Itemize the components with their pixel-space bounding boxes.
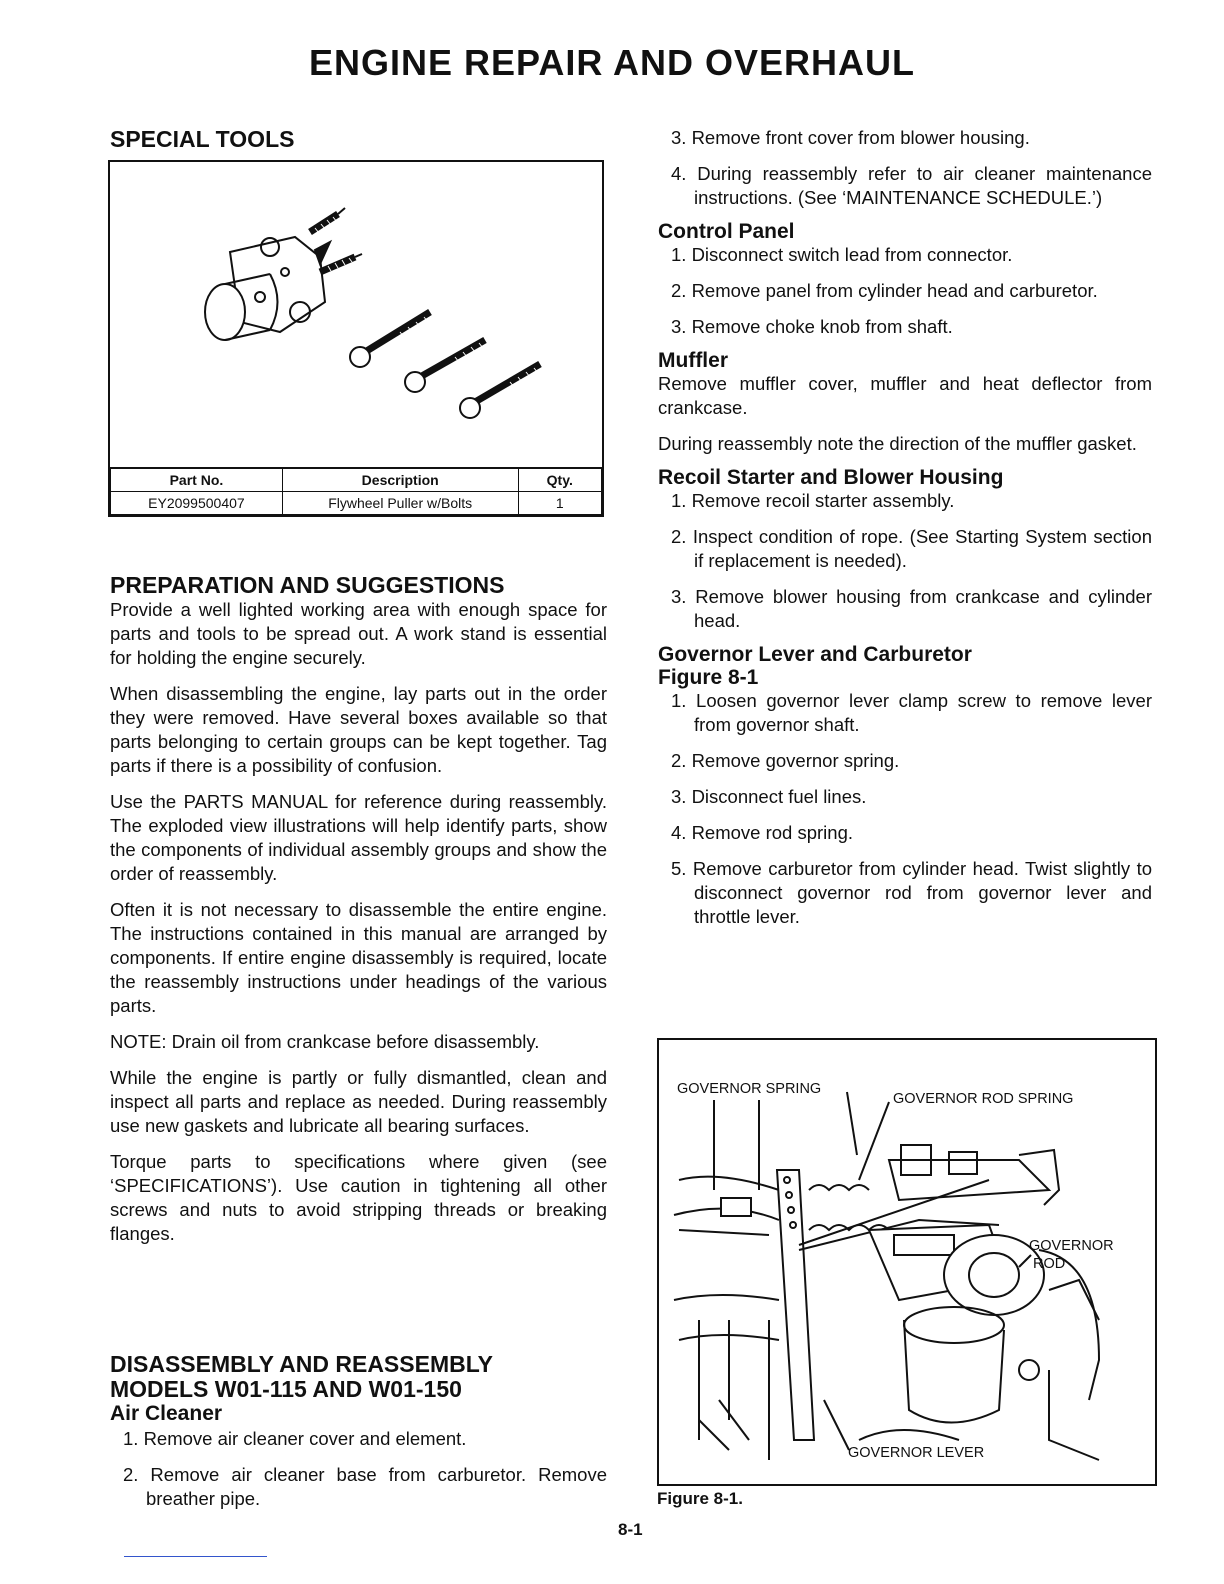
preparation-paragraph-2: When disassembling the engine, lay parts out in the order they were removed. Have several boxes available so that parts belonging to certain groups can be kept together. Tag parts if there is a possibility of confusion. <box>110 683 607 776</box>
special-tools-table <box>110 467 602 515</box>
preparation-section <box>110 573 607 1246</box>
label-governor-spring: GOVERNOR SPRING <box>677 1081 822 1097</box>
governor-heading: Governor Lever and Carburetor <box>658 643 972 666</box>
column-header-description: Description <box>282 468 518 492</box>
recoil-heading: Recoil Starter and Blower Housing <box>658 466 1004 489</box>
disassembly-section <box>110 1352 607 1511</box>
preparation-paragraph-6: Torque parts to specifications where given (see ‘SPECIFICATIONS’). Use caution in tightening all other screws and nuts to avoid stripping threads or breaking flanges. <box>110 1151 607 1244</box>
models-heading: MODELS W01-115 AND W01-150 <box>110 1376 462 1402</box>
air-cleaner-step-3: 3. Remove front cover from blower housing. <box>671 127 1030 148</box>
figure-8-1 <box>657 1038 1157 1486</box>
air-cleaner-step-4: 4. During reassembly refer to air cleaner maintenance instructions. (See ‘MAINTENANCE SCHEDULE.’) <box>671 163 1152 208</box>
figure-caption: Figure 8-1. <box>657 1489 743 1508</box>
air-cleaner-heading: Air Cleaner <box>110 1402 223 1425</box>
cell-part-no: EY2099500407 <box>111 492 283 515</box>
preparation-paragraph-4: Often it is not necessary to disassemble the entire engine. The instructions contained in this manual are arranged by components. If entire engine disassembly is required, locate the reassembly instructions under headings of the various parts. <box>110 899 607 1016</box>
special-tools-heading: SPECIAL TOOLS <box>110 126 295 152</box>
governor-step-3: 3. Disconnect fuel lines. <box>671 786 867 807</box>
preparation-paragraph-5: While the engine is partly or fully dismantled, clean and inspect all parts and replace as needed. During reassembly use new gaskets and lubricate all bearing surfaces. <box>110 1067 607 1136</box>
air-cleaner-step-1: 1. Remove air cleaner cover and element. <box>123 1428 467 1449</box>
preparation-paragraph-1: Provide a well lighted working area with enough space for parts and tools to be spread out. A work stand is essential for holding the engine securely. <box>110 599 607 668</box>
page-number: 8-1 <box>618 1520 643 1539</box>
governor-step-5: 5. Remove carburetor from cylinder head. Twist slightly to disconnect governor rod from governor lever and throttle lever. <box>671 858 1152 927</box>
label-governor-lever: GOVERNOR LEVER <box>848 1445 985 1461</box>
control-panel-step-2: 2. Remove panel from cylinder head and carburetor. <box>671 280 1098 301</box>
recoil-step-3: 3. Remove blower housing from crankcase and cylinder head. <box>671 586 1152 631</box>
column-header-part-no: Part No. <box>111 468 283 492</box>
muffler-paragraph-1: Remove muffler cover, muffler and heat deflector from crankcase. <box>658 373 1152 418</box>
disassembly-heading: DISASSEMBLY AND REASSEMBLY <box>110 1351 493 1377</box>
preparation-heading: PREPARATION AND SUGGESTIONS <box>110 572 505 598</box>
governor-step-2: 2. Remove governor spring. <box>671 750 900 771</box>
governor-figure-ref: Figure 8-1 <box>658 666 759 689</box>
muffler-paragraph-2: During reassembly note the direction of the muffler gasket. <box>658 433 1137 454</box>
label-governor-rod-line1: GOVERNOR <box>1029 1238 1114 1254</box>
page-title: ENGINE REPAIR AND OVERHAUL <box>308 42 916 83</box>
governor-step-4: 4. Remove rod spring. <box>671 822 854 843</box>
cell-description: Flywheel Puller w/Bolts <box>282 492 518 515</box>
column-header-qty: Qty. <box>518 468 601 492</box>
governor-step-1: 1. Loosen governor lever clamp screw to remove lever from governor shaft. <box>671 690 1152 735</box>
table-row <box>111 492 602 515</box>
flywheel-puller-illustration <box>110 162 602 462</box>
control-panel-step-3: 3. Remove choke knob from shaft. <box>671 316 953 337</box>
special-tools-box <box>108 160 604 517</box>
cell-qty: 1 <box>518 492 601 515</box>
label-governor-rod-spring: GOVERNOR ROD SPRING <box>893 1091 1074 1107</box>
control-panel-step-1: 1. Disconnect switch lead from connector. <box>671 244 1013 265</box>
recoil-step-2: 2. Inspect condition of rope. (See Starting System section if replacement is needed). <box>671 526 1152 571</box>
muffler-heading: Muffler <box>658 349 728 372</box>
footer-rule <box>124 1556 267 1557</box>
label-governor-rod-line2: ROD <box>1033 1256 1066 1272</box>
right-column-text <box>658 126 1152 929</box>
table-header-row <box>111 468 602 492</box>
control-panel-heading: Control Panel <box>658 220 795 243</box>
recoil-step-1: 1. Remove recoil starter assembly. <box>671 490 955 511</box>
note-drain-oil: NOTE: Drain oil from crankcase before disassembly. <box>110 1031 540 1052</box>
preparation-paragraph-3: Use the PARTS MANUAL for reference during reassembly. The exploded view illustrations will help identify parts, show the components of individual assembly groups and show the order of reassembly. <box>110 791 607 884</box>
air-cleaner-step-2: 2. Remove air cleaner base from carburetor. Remove breather pipe. <box>123 1464 607 1509</box>
